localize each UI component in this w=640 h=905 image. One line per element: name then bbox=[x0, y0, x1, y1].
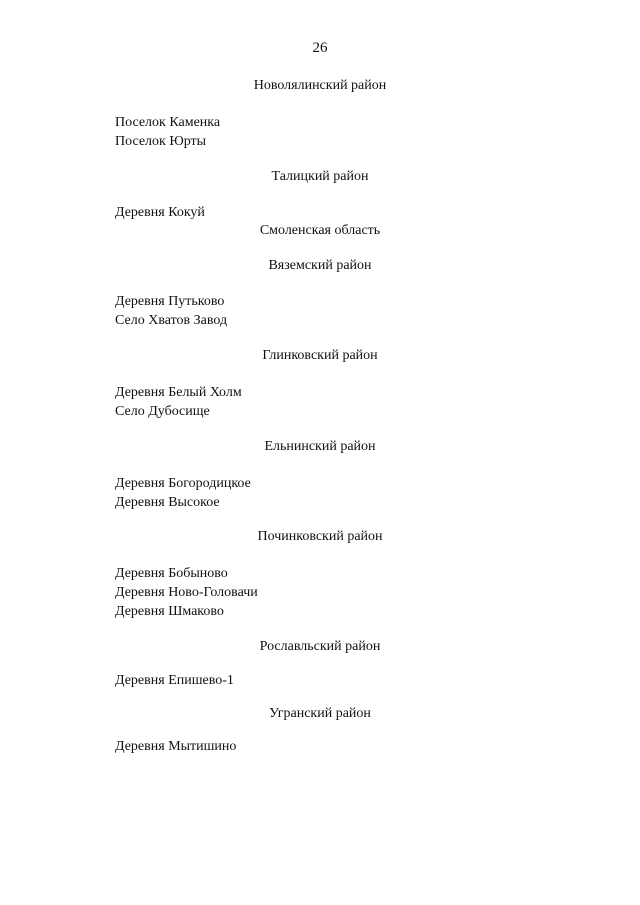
settlement-list bbox=[115, 737, 236, 756]
settlement-list bbox=[115, 564, 258, 621]
settlement-list bbox=[115, 671, 234, 690]
region-heading: Смоленская область bbox=[259, 223, 381, 238]
settlement-item: Деревня Епишево-1 bbox=[115, 673, 234, 688]
district-heading: Новолялинский район bbox=[253, 78, 387, 93]
settlement-item: Деревня Путьково bbox=[115, 294, 225, 309]
settlement-list bbox=[115, 383, 242, 421]
settlement-item: Деревня Кокуй bbox=[115, 205, 205, 220]
settlement-item: Деревня Ново-Головачи bbox=[115, 585, 258, 600]
settlement-item: Село Дубосище bbox=[115, 404, 210, 419]
settlement-item: Поселок Каменка bbox=[115, 115, 221, 130]
district-heading: Глинковский район bbox=[262, 348, 378, 363]
settlement-item: Деревня Шмаково bbox=[115, 604, 224, 619]
settlement-item: Деревня Белый Холм bbox=[115, 385, 242, 400]
settlement-item: Деревня Высокое bbox=[115, 495, 220, 510]
district-heading: Ельнинский район bbox=[264, 439, 376, 454]
page-number: 26 bbox=[312, 40, 328, 56]
district-heading: Рославльский район bbox=[259, 639, 381, 654]
district-heading: Талицкий район bbox=[271, 169, 369, 184]
settlement-list bbox=[115, 203, 205, 222]
settlement-item: Деревня Бобыново bbox=[115, 566, 228, 581]
settlement-item: Деревня Мытишино bbox=[115, 739, 237, 754]
district-heading: Угранский район bbox=[269, 706, 371, 721]
settlement-list bbox=[115, 113, 220, 151]
district-heading: Вяземский район bbox=[268, 258, 372, 273]
settlement-item: Деревня Богородицкое bbox=[115, 476, 251, 491]
settlement-list bbox=[115, 292, 227, 330]
settlement-item: Поселок Юрты bbox=[115, 134, 207, 149]
settlement-item: Село Хватов Завод bbox=[115, 313, 228, 328]
settlement-list bbox=[115, 474, 251, 512]
district-heading: Починковский район bbox=[257, 529, 383, 544]
